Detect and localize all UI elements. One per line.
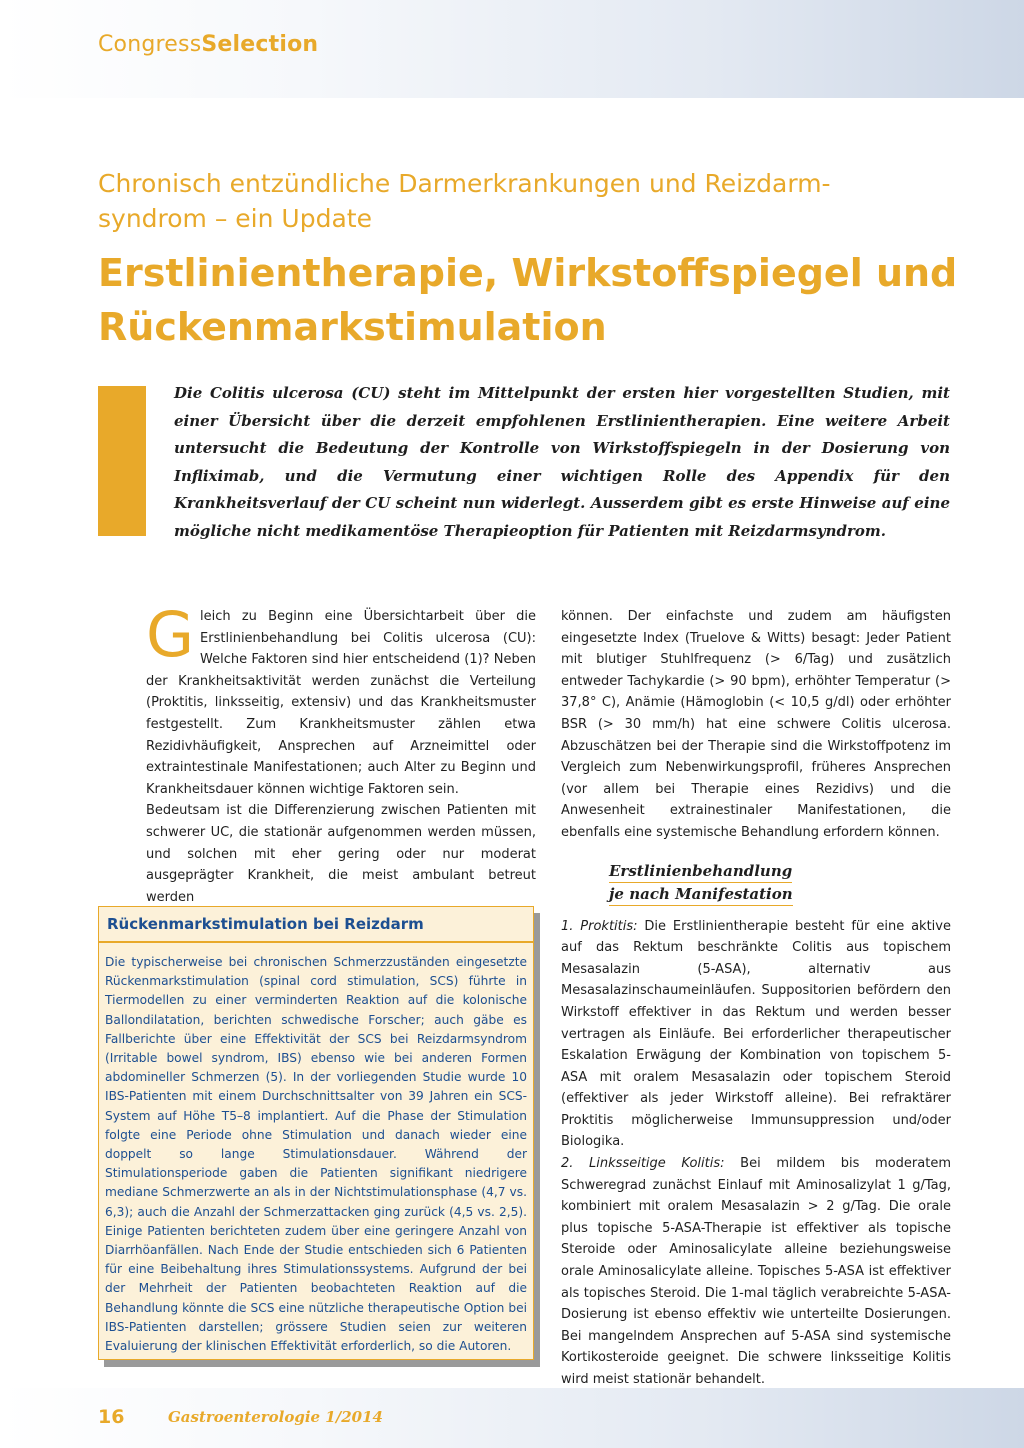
left-column: [146, 598, 536, 908]
journal-name: Gastroenterologie 1/2014: [168, 1408, 383, 1426]
brand-light: Congress: [98, 32, 202, 57]
lead-accent-bar: [98, 386, 146, 536]
left-paragraph-2: Bedeutsam ist die Differenzierung zwischen Patienten mit schwerer UC, die stationär aufgenommen werden müssen, und solchen mit eher gering oder nur moderat ausgeprägter Krankheit, die meist ambulant betreut werden: [146, 803, 536, 905]
sidebar-box-divider: [99, 941, 533, 943]
right-paragraph-proktitis: [561, 916, 951, 1154]
right-paragraph-1: können. Der einfachste und zudem am häufigsten eingesetzte Index (Truelove & Witts) besagt: Jeder Patient mit blutiger Stuhlfrequenz (> 6/Tag) und zusätzlich entweder Tachykardie (> 90 bpm), erhöhter Temperatur (> 37,8° C), Anämie (Hämoglobin (< 10,5 g/dl) oder erhöhter BSR (> 30 mm/h) hat eine schwere Colitis ulcerosa. Abzuschätzen bei der Therapie sind die Wirkstoffpotenz im Vergleich zum Nebenwirkungsprofil, früheres Ansprechen (vor allem bei Therapie eines Rezidivs) und die Anwesenheit extrainestinaler Manifestationen, die ebenfalls eine systemische Behandlung erfordern können.: [561, 609, 951, 840]
linksseitig-label: 2. Linksseitige Kolitis:: [561, 1156, 725, 1172]
sidebar-box-title: Rückenmarkstimulation bei Reizdarm: [107, 915, 424, 933]
linksseitig-text: Bei mildem bis moderatem Schweregrad zunächst Einlauf mit Aminosalizylat 1 g/Tag, kombiniert mit oralem Mesasalazin > 2 g/Tag. Die orale plus topische 5-ASA-Therapie ist effektiver als topische Steroide oder Aminosalicylate alleine beziehungsweise orale Aminosalicylate alleine. Topisches 5-ASA ist effektiver als topisches Steroid. Die 1-mal täglich verabreichte 5-ASA-Dosierung ist ebenso effektiv wie unterteilte Dosierungen. Bei mangelndem Ansprechen auf 5-ASA sind systemische Kortikosteroide geeignet. Die schwere linksseitige Kolitis wird meist stationär behandelt.: [561, 1156, 951, 1387]
right-paragraph-linksseitig: [561, 1153, 951, 1391]
brand-bold: Selection: [201, 32, 319, 57]
congress-selection-logo: [98, 32, 318, 57]
sidebar-box-text: Die typischerweise bei chronischen Schmerzzuständen eingesetzte Rückenmarkstimulation (spinal cord stimulation, SCS) führte in Tiermodellen zu einer verminderten Reaktion auf die kolonische Ballondilatation, berichten schwedische Forscher; auch gäbe es Fallberichte über eine Effektivität der SCS bei Reizdarmsyndrom (Irritable bowel syndrom, IBS) ebenso wie bei anderen Formen abdomineller Schmerzen (5). In der vorliegenden Studie wurde 10 IBS-Patienten mit einem Durchschnittsalter von 39 Jahren ein SCS-System auf Höhe T5–8 implantiert. Auf die Phase der Stimulation folgte eine Periode ohne Stimulation und danach wieder eine doppelt so lange Stimulationsdauer. Während der Stimulationsperiode gaben die Patienten signifikant niedrigere mediane Schmerzwerte an als in der Nichtstimulationsphase (4,7 vs. 6,3); auch die Anzahl der Schmerzattacken ging zurück (4,5 vs. 2,5). Einige Patienten berichteten zudem über eine geringere Anzahl von Diarrhöanfällen. Nach Ende der Studie entschieden sich 6 Patienten für eine Beibehaltung ihres Stimulationssystems. Aufgrund der bei der Mehrheit der Patienten beobachteten Reaktion auf die Behandlung könnte die SCS eine nützliche therapeutische Option bei IBS-Patienten darstellen; grössere Studien seien zur weiteren Evaluierung der klinischen Effektivität erforderlich, so die Autoren.: [105, 955, 527, 1354]
section-heading-line-2: je nach Manifestation: [609, 883, 793, 906]
left-paragraph-1: leich zu Beginn eine Übersichtarbeit über die Erstlinienbehandlung bei Colitis ulcerosa (CU): Welche Faktoren sind hier entscheidend (1)? Neben der Krankheitsaktivität werden zunächst die Verteilung (Proktitis, linksseitig, extensiv) und das Krankheitsmuster festgestellt. Zum Krankheitsmuster zählen etwa Rezidivhäufigkeit, Ansprechen auf Arzneimittel oder extraintestinale Manifestationen; auch Alter zu Beginn und Krankheitsdauer können wichtige Faktoren sein.: [146, 609, 536, 797]
sidebar-box: [98, 906, 534, 1360]
article-lead: Die Colitis ulcerosa (CU) steht im Mittelpunkt der ersten hier vorgestellten Studien, mit einer Übersicht über die derzeit empfohlenen Erstlinientherapien. Eine weitere Arbeit untersucht die Bedeutung der Kontrolle von Wirkstoffspiegeln in der Dosierung von Infliximab, und die Vermutung einer wichtigen Rolle des Appendix für den Krankheitsverlauf der CU scheint nun widerlegt. Ausserdem gibt es erste Hinweise auf eine mögliche nicht medikamentöse Therapieoption für Patienten mit Reizdarmsyndrom.: [174, 384, 950, 540]
article-title: Erstlinientherapie, Wirkstoffspiegel und Rückenmarkstimulation: [98, 251, 958, 349]
section-heading-line-1: Erstlinienbehandlung: [609, 860, 792, 883]
drop-cap: G: [146, 598, 195, 671]
page-number: 16: [98, 1406, 125, 1428]
proktitis-text: Die Erstlinientherapie besteht für eine aktive auf das Rektum beschränkte Colitis aus topischem Mesasalazin (5-ASA), alternativ aus Mesasalazinschaumeinläufen. Suppositorien befördern den Wirkstoff effektiver in das Rektum und werden besser vertragen als Einläufe. Bei erforderlicher therapeutischer Eskalation Erwägung der Kombination von topischem 5-ASA mit oralem Mesasalazin oder topischem Steroid (effektiver als jeder Wirkstoff alleine). Bei refraktärer Proktitis möglicherweise Immunsuppression und/oder Biologika.: [561, 918, 951, 1150]
section-heading: [609, 860, 951, 906]
footer-band: [0, 1388, 1024, 1448]
proktitis-label: 1. Proktitis:: [561, 918, 638, 934]
article-subtitle: Chronisch entzündliche Darmerkrankungen und Reizdarm-syndrom – ein Update: [98, 169, 831, 233]
right-column: [561, 606, 951, 1391]
